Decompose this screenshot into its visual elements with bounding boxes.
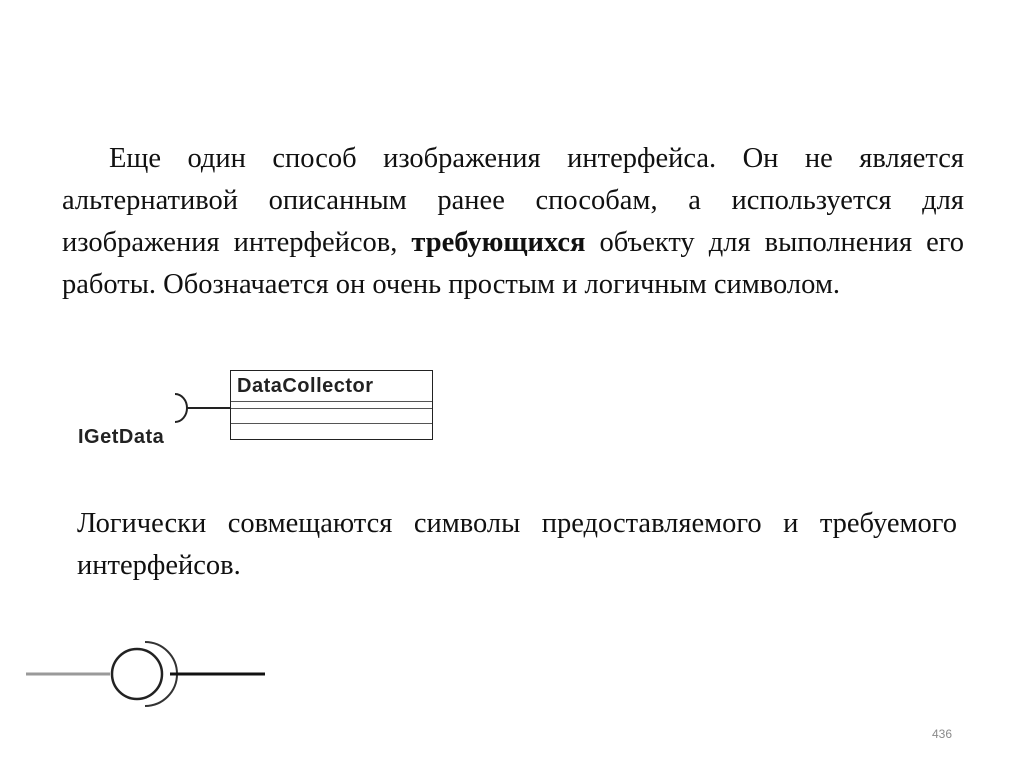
paragraph-required-interface	[62, 138, 964, 306]
required-interface-diagram	[78, 366, 448, 458]
page-number: 436	[932, 727, 953, 741]
class-divider	[231, 408, 432, 409]
paragraph1-bold-word: требующихся	[411, 227, 586, 258]
class-divider	[231, 423, 432, 424]
paragraph-combined-interface: Логически совмещаются символы предоставляемого и требуемого интерфейсов.	[77, 508, 957, 581]
class-divider	[231, 401, 432, 402]
class-name: DataCollector	[237, 375, 374, 397]
ball-and-socket-diagram	[24, 628, 274, 728]
paragraph1-text-after: объекту для выполнения его работы. Обозначается он очень простым и логичным символом.	[62, 227, 964, 300]
ball-and-socket-icon	[24, 628, 274, 728]
class-box	[230, 370, 433, 440]
paragraph1-text-before: Еще один способ изображения интерфейса. Он не является альтернативой описанным ранее способам, а используется для изображения интерфейсов,	[62, 143, 964, 258]
interface-label: IGetData	[78, 426, 165, 448]
